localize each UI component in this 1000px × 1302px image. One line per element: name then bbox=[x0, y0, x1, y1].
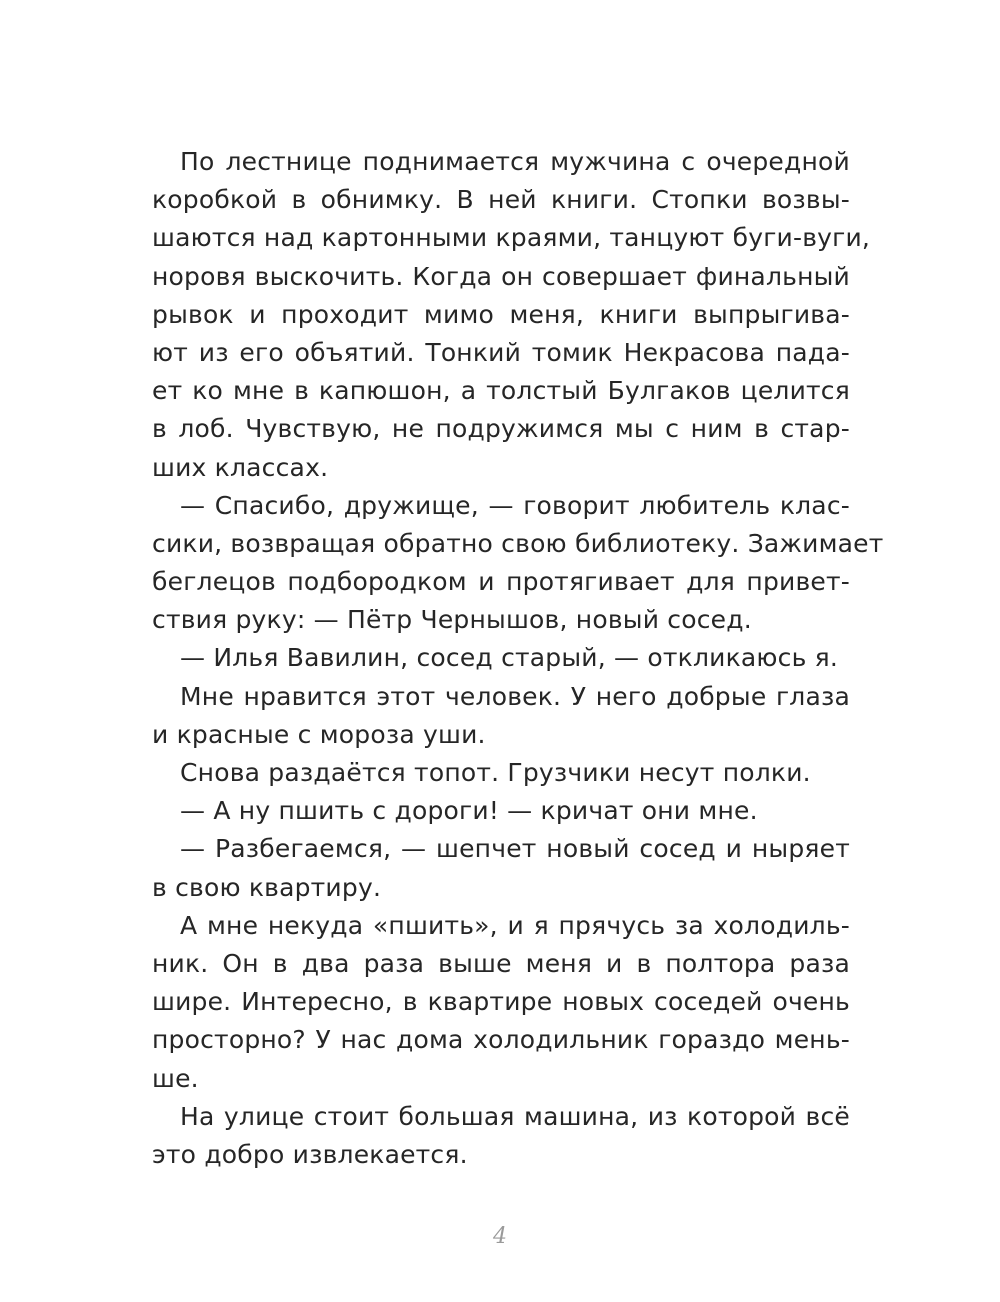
text-line: Снова раздаётся топот. Грузчики несут полки. bbox=[180, 758, 811, 787]
text-line: шаются над картонными краями, танцуют буги-вуги, bbox=[152, 223, 871, 253]
text-line: ют из его объятий. Тонкий томик Некрасова пада- bbox=[152, 337, 850, 367]
page-number: 4 bbox=[493, 1224, 507, 1249]
text-line: На улице стоит большая машина, из которой всё bbox=[180, 1101, 850, 1131]
text-line: — Илья Вавилин, сосед старый, — откликаюсь я. bbox=[180, 643, 839, 673]
paragraph bbox=[152, 907, 850, 1098]
paragraph bbox=[152, 639, 850, 677]
body-text bbox=[152, 143, 884, 1174]
text-line: сики, возвращая обратно свою библиотеку. Зажимает bbox=[152, 528, 884, 558]
text-line: норовя выскочить. Когда он совершает финальный bbox=[152, 261, 850, 291]
text-line: ник. Он в два раза выше меня и в полтора раза bbox=[152, 948, 850, 978]
text-line: — А ну пшить с дороги! — кричат они мне. bbox=[180, 796, 758, 826]
text-line: — Разбегаемся, — шепчет новый сосед и ныряет bbox=[180, 834, 850, 864]
text-line: беглецов подбородком и протягивает для привет- bbox=[152, 567, 850, 597]
paragraph bbox=[152, 754, 850, 792]
text-line: А мне некуда «пшить», и я прячусь за холодиль- bbox=[180, 910, 850, 940]
text-line: коробкой в обнимку. В ней книги. Стопки возвы- bbox=[152, 185, 850, 215]
text-line: просторно? У нас дома холодильник гораздо мень- bbox=[152, 1025, 850, 1055]
text-line: Мне нравится этот человек. У него добрые глаза bbox=[180, 681, 850, 711]
text-line: ше. bbox=[152, 1063, 199, 1093]
text-line: это добро извлекается. bbox=[152, 1139, 468, 1169]
text-line: в лоб. Чувствую, не подружимся мы с ним в стар- bbox=[152, 414, 850, 444]
paragraph bbox=[152, 830, 850, 906]
paragraph bbox=[152, 143, 871, 487]
text-line: ствия руку: — Пётр Чернышов, новый сосед. bbox=[152, 605, 752, 635]
text-line: По лестнице поднимается мужчина с очередной bbox=[180, 147, 850, 176]
text-line: рывок и проходит мимо меня, книги выпрыгива- bbox=[152, 299, 850, 329]
paragraph bbox=[152, 792, 850, 830]
text-line: шире. Интересно, в квартире новых соседей очень bbox=[152, 987, 850, 1017]
text-line: — Спасибо, дружище, — говорит любитель клас- bbox=[180, 490, 850, 520]
paragraph bbox=[152, 1098, 850, 1174]
paragraph bbox=[152, 678, 850, 754]
text-line: ет ко мне в капюшон, а толстый Булгаков целится bbox=[152, 376, 850, 406]
paragraph bbox=[152, 487, 884, 640]
text-line: ших классах. bbox=[152, 452, 329, 482]
text-line: в свою квартиру. bbox=[152, 872, 382, 902]
text-line: и красные с мороза уши. bbox=[152, 719, 486, 749]
